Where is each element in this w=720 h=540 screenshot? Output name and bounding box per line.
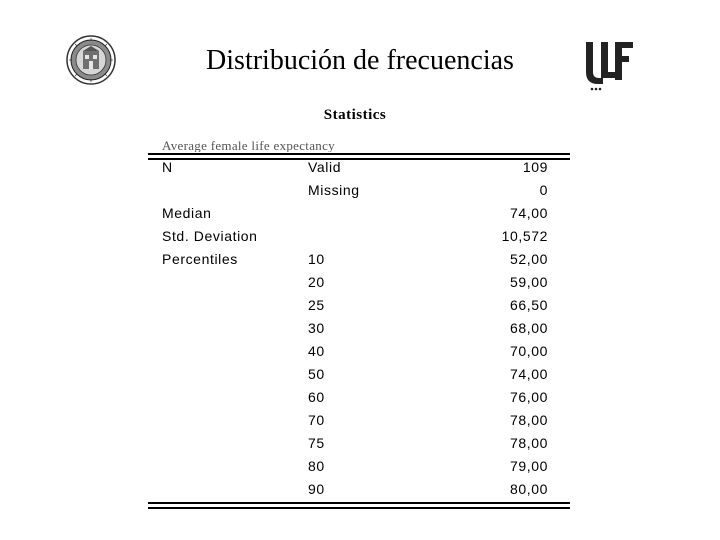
table-row	[148, 156, 570, 179]
table-row	[148, 340, 570, 363]
row-value: 74,00	[509, 366, 548, 382]
variable-label: Average female life expectancy	[162, 138, 335, 152]
row-value: 79,00	[509, 458, 548, 474]
row-value: 78,00	[509, 435, 548, 451]
table-bottom-rule	[148, 502, 570, 509]
row-sublabel: 40	[308, 343, 325, 359]
ulpgc-logo-icon	[583, 38, 635, 92]
table-row	[148, 409, 570, 432]
row-value: 0	[539, 182, 548, 198]
row-sublabel: 50	[308, 366, 325, 382]
table-row	[148, 179, 570, 202]
table-row	[148, 202, 570, 225]
statistics-table	[148, 156, 570, 501]
university-seal-icon	[66, 35, 116, 85]
row-sublabel: Missing	[308, 182, 360, 198]
slide-title: Distribución de frecuencias	[206, 45, 514, 76]
row-sublabel: 80	[308, 458, 325, 474]
table-row	[148, 386, 570, 409]
row-value: 70,00	[509, 343, 548, 359]
table-row	[148, 248, 570, 271]
row-label: Median	[162, 205, 212, 221]
table-row	[148, 478, 570, 501]
row-value: 74,00	[509, 205, 548, 221]
row-sublabel: 10	[308, 251, 325, 267]
row-value: 78,00	[509, 412, 548, 428]
table-row	[148, 432, 570, 455]
table-row	[148, 294, 570, 317]
row-value: 76,00	[509, 389, 548, 405]
table-row	[148, 455, 570, 478]
table-row	[148, 271, 570, 294]
row-sublabel: 25	[308, 297, 325, 313]
table-row	[148, 363, 570, 386]
row-sublabel: 75	[308, 435, 325, 451]
table-caption: Statistics	[323, 107, 387, 123]
row-sublabel: 30	[308, 320, 325, 336]
row-value: 10,572	[501, 228, 548, 244]
row-label: Percentiles	[162, 251, 238, 267]
row-label: N	[162, 159, 173, 175]
row-value: 109	[522, 159, 548, 175]
row-sublabel: Valid	[308, 159, 342, 175]
row-value: 66,50	[509, 297, 548, 313]
row-sublabel: 70	[308, 412, 325, 428]
table-row	[148, 225, 570, 248]
row-sublabel: 90	[308, 481, 325, 497]
row-sublabel: 60	[308, 389, 325, 405]
row-label: Std. Deviation	[162, 228, 258, 244]
row-sublabel: 20	[308, 274, 325, 290]
row-value: 59,00	[509, 274, 548, 290]
row-value: 68,00	[509, 320, 548, 336]
table-row	[148, 317, 570, 340]
row-value: 52,00	[509, 251, 548, 267]
row-value: 80,00	[509, 481, 548, 497]
